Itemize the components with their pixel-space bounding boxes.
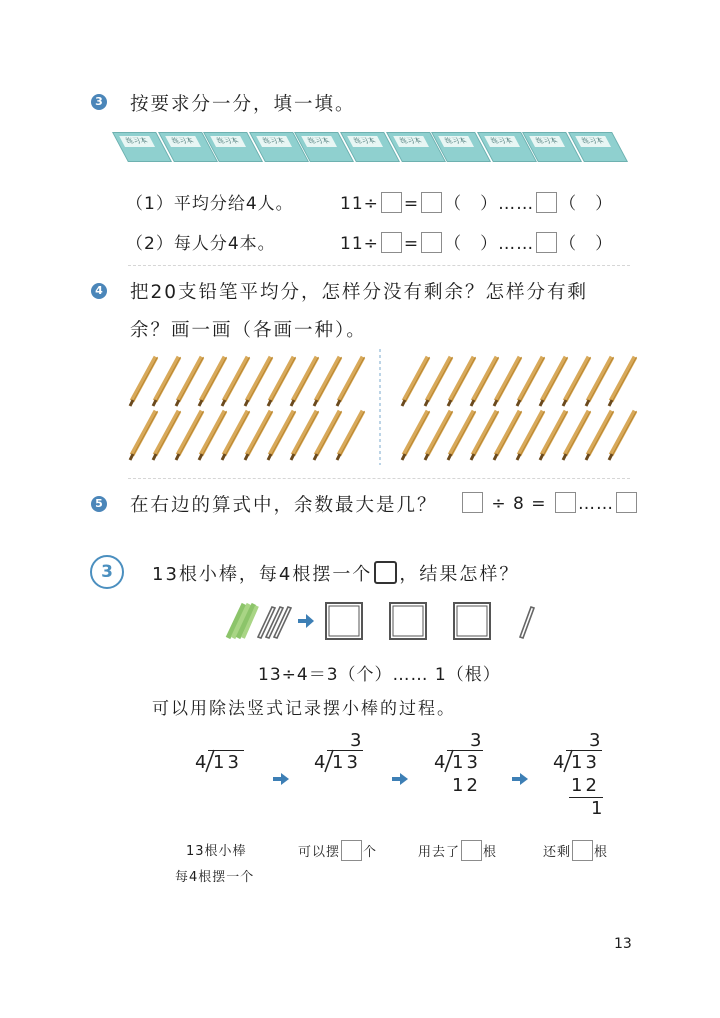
pencils-drawing[interactable] [0, 345, 720, 475]
example-3-equation: 13÷4＝3（个）…… 1（根） [258, 665, 501, 685]
pencil-icon [291, 357, 319, 406]
answer-box[interactable] [381, 192, 402, 213]
answer-box[interactable] [616, 492, 637, 513]
divisor: 4 [314, 752, 329, 773]
caption-2a: 可以摆 [298, 845, 341, 860]
pencil-icon [291, 411, 319, 460]
dividend: 13 [452, 752, 481, 773]
answer-box[interactable] [462, 492, 483, 513]
pencil-icon [222, 357, 250, 406]
dividend: 13 [571, 752, 600, 773]
arrow-icon [392, 770, 410, 789]
pencil-icon [517, 357, 545, 406]
divide-by-8: ÷ 8 = [491, 494, 547, 514]
pencil-icon [130, 411, 158, 460]
divider [128, 265, 630, 266]
row-1-dividend: 11÷ [340, 194, 379, 214]
divisor: 4 [553, 752, 568, 773]
equals-sign: = [403, 194, 420, 214]
three-sticks-icon [258, 607, 291, 638]
notebook-label: 练习本 [438, 136, 474, 147]
pencil-icon [222, 411, 250, 460]
product: 12 [571, 775, 600, 796]
notebook-label: 练习本 [302, 136, 338, 147]
answer-box[interactable] [536, 232, 557, 253]
page-number: 13 [614, 936, 632, 952]
pencil-icon [337, 357, 365, 406]
divider [128, 478, 630, 479]
pencil-icon [130, 357, 158, 406]
pencil-icon [448, 357, 476, 406]
remainder: 1 [591, 798, 606, 819]
pencil-icon [540, 357, 568, 406]
pencil-icon [425, 411, 453, 460]
pencil-icon [337, 411, 365, 460]
pencil-icon [402, 357, 430, 406]
notebook-label: 练习本 [575, 136, 611, 147]
row-2-label: （2）每人分4本。 [126, 234, 276, 254]
unit-paren[interactable]: （ ） [559, 234, 614, 254]
question-3-title: 按要求分一分，填一填。 [130, 94, 356, 115]
question-5-expression [460, 492, 639, 514]
caption-2 [298, 840, 377, 861]
caption-1a: 13根小棒 [186, 844, 247, 859]
notebook-label: 练习本 [393, 136, 429, 147]
pencil-icon [245, 411, 273, 460]
dividend: 13 [213, 752, 242, 773]
question-3-badge: 3 [91, 94, 107, 110]
caption-1b: 每4根摆一个 [175, 870, 255, 885]
caption-3 [418, 840, 497, 861]
question-4-line2: 余？画一画（各画一种）。 [130, 320, 367, 341]
long-division-step [314, 730, 374, 820]
pencil-icon [494, 357, 522, 406]
remainder-dots: …… [498, 234, 535, 254]
quotient: 3 [350, 730, 365, 751]
caption-4b: 根 [594, 845, 609, 860]
pencil-icon [586, 411, 614, 460]
remainder-dots: …… [577, 494, 614, 514]
example-3-badge: 3 [90, 555, 124, 589]
caption-3b: 根 [483, 845, 498, 860]
pencil-icon [517, 411, 545, 460]
pencil-icon [563, 357, 591, 406]
caption-3a: 用去了 [418, 845, 461, 860]
example-3-note: 可以用除法竖式记录摆小棒的过程。 [152, 699, 456, 719]
pencil-icon [494, 411, 522, 460]
unit-paren[interactable]: （ ） [444, 194, 499, 214]
dividend: 13 [332, 752, 361, 773]
unit-paren[interactable]: （ ） [559, 194, 614, 214]
question-4-badge: 4 [91, 283, 107, 299]
pencil-icon [268, 357, 296, 406]
long-division-step [434, 730, 494, 820]
notebook-label: 练习本 [484, 136, 520, 147]
pencil-icon [609, 357, 637, 406]
example-3-title [152, 560, 519, 586]
answer-box[interactable] [421, 192, 442, 213]
pencil-icon [268, 411, 296, 460]
pencil-icon [176, 411, 204, 460]
example-3-title-b: ，结果怎样？ [399, 564, 520, 585]
row-1 [126, 189, 294, 214]
arrow-icon [273, 770, 291, 789]
stick-square-icon [326, 603, 490, 639]
pencil-icon [153, 357, 181, 406]
caption-4 [543, 840, 608, 861]
long-division-steps [0, 730, 720, 830]
pencil-icon [425, 357, 453, 406]
pencil-icon [199, 411, 227, 460]
caption-2b: 个 [363, 845, 378, 860]
answer-box[interactable] [536, 192, 557, 213]
notebook-label: 练习本 [347, 136, 383, 147]
notebook-label: 练习本 [165, 136, 201, 147]
pencil-icon [563, 411, 591, 460]
notebooks-row [124, 128, 630, 168]
example-3-title-a: 13根小棒，每4根摆一个 [152, 564, 373, 585]
arrow-icon [512, 770, 530, 789]
notebook-label: 练习本 [119, 136, 155, 147]
answer-box[interactable] [421, 232, 442, 253]
pencil-icon [245, 357, 273, 406]
pencil-icon [153, 411, 181, 460]
divisor: 4 [195, 752, 210, 773]
pencil-icon [176, 357, 204, 406]
divisor: 4 [434, 752, 449, 773]
long-division-step [195, 730, 255, 820]
row-2-expression [340, 229, 613, 254]
pencil-icon [471, 357, 499, 406]
leftover-stick-icon [520, 607, 534, 638]
stick-bundle-icon [228, 604, 257, 638]
arrow-icon [298, 614, 314, 628]
pencil-icon [314, 357, 342, 406]
pencil-icon [314, 411, 342, 460]
pencil-icon [448, 411, 476, 460]
pencil-icon [199, 357, 227, 406]
pencil-icon [586, 357, 614, 406]
question-5-badge: 5 [91, 496, 107, 512]
row-1-label: （1）平均分给4人。 [126, 194, 294, 214]
answer-box[interactable] [572, 840, 593, 861]
product: 12 [452, 775, 481, 796]
remainder-dots: …… [498, 194, 535, 214]
long-division-step [553, 730, 613, 820]
notebook-label: 练习本 [530, 136, 566, 147]
square-icon [374, 561, 397, 584]
pencil-icon [609, 411, 637, 460]
pencil-icon [540, 411, 568, 460]
answer-box[interactable] [461, 840, 482, 861]
sticks-illustration [0, 595, 720, 655]
pencil-icon [402, 411, 430, 460]
notebook-label: 练习本 [256, 136, 292, 147]
row-1-expression [340, 189, 613, 214]
answer-box[interactable] [381, 232, 402, 253]
answer-box[interactable] [555, 492, 576, 513]
question-4-line1: 把20支铅笔平均分，怎样分没有剩余？怎样分有剩 [130, 282, 589, 303]
pencil-icon [471, 411, 499, 460]
row-2-dividend: 11÷ [340, 234, 379, 254]
equals-sign: = [403, 234, 420, 254]
unit-paren[interactable]: （ ） [444, 234, 499, 254]
caption-4a: 还剩 [543, 845, 572, 860]
quotient: 3 [470, 730, 485, 751]
row-2 [126, 229, 276, 254]
quotient: 3 [589, 730, 604, 751]
answer-box[interactable] [341, 840, 362, 861]
notebook-label: 练习本 [210, 136, 246, 147]
question-5-text: 在右边的算式中，余数最大是几？ [130, 495, 438, 516]
